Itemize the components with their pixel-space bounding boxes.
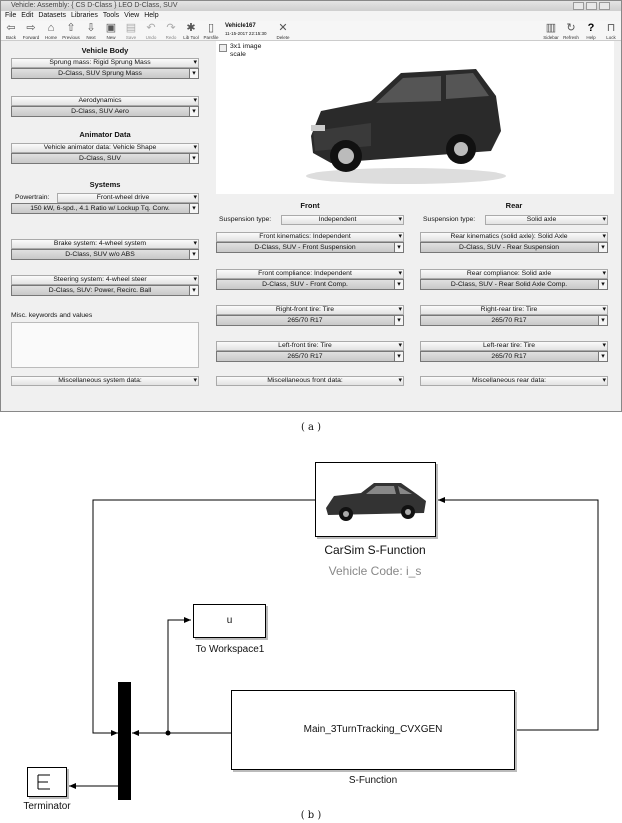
rear-kinematics-dropdown[interactable]: Rear kinematics (solid axle): Solid Axle ▾ (420, 232, 608, 242)
sidebar-button[interactable]: ▥ Sidebar (541, 21, 561, 41)
terminator-label: Terminator (23, 801, 71, 812)
rear-compliance-dropdown[interactable]: Rear compliance: Solid axle ▾ (420, 269, 608, 279)
help-icon: ? (587, 22, 595, 34)
redo-icon: ↷ (166, 22, 176, 34)
aero-dataset[interactable]: D-Class, SUV Aero ▾ (11, 106, 199, 117)
title-bar: Vehicle: Assembly: { CS D-Class } LEO D-Class, SUV (1, 1, 561, 11)
right-rear-tire-dropdown[interactable]: Right-rear tire: Tire ▾ (420, 305, 608, 315)
front-kinematics-dropdown[interactable]: Front kinematics: Independent ▾ (216, 232, 404, 242)
menu-view[interactable]: View (124, 12, 140, 19)
down-arrow-icon: ⇩ (86, 22, 96, 34)
up-arrow-icon: ⇧ (66, 22, 76, 34)
delete-button[interactable]: ✕ Delete (273, 21, 293, 41)
forward-icon: ⇨ (26, 22, 36, 34)
rear-suspension-type-dropdown[interactable]: Solid axle ▾ (485, 215, 608, 225)
menu-tools[interactable]: Tools (102, 12, 120, 19)
refresh-icon: ↻ (566, 22, 576, 34)
menu-edit[interactable]: Edit (21, 12, 34, 19)
lock-icon: ⊓ (606, 22, 616, 34)
front-suspension-type-dropdown[interactable]: Independent ▾ (281, 215, 404, 225)
carsim-vehicle-code: Vehicle Code: i_s (328, 564, 422, 578)
back-icon: ⇦ (6, 22, 16, 34)
home-button[interactable]: ⌂ Home (41, 21, 61, 41)
sedan-icon (316, 463, 435, 536)
carsim-block-title: CarSim S-Function (324, 543, 426, 557)
right-front-tire-dataset[interactable]: 265/70 R17 ▾ (216, 315, 404, 326)
redo-button[interactable]: ↷ Redo (161, 21, 181, 41)
front-suspension-type-label: Suspension type: (219, 216, 272, 223)
misc-keywords-label: Misc. keywords and values (11, 312, 93, 319)
rear-kinematics-dataset[interactable]: D-Class, SUV - Rear Suspension ▾ (420, 242, 608, 253)
carsim-sfunction-block[interactable] (315, 462, 436, 537)
menu-libraries[interactable]: Libraries (70, 12, 98, 19)
to-workspace-label: To Workspace1 (195, 644, 265, 655)
image-scale-label: 3x1 image scale (230, 43, 262, 58)
delete-icon: ✕ (278, 22, 288, 34)
left-front-tire-dataset[interactable]: 265/70 R17 ▾ (216, 351, 404, 362)
caption-b: ( b ) (300, 810, 322, 821)
save-button[interactable]: ▤ Save (121, 21, 141, 41)
lib-tool-button[interactable]: ✱ Lib Tool (181, 21, 201, 41)
mux-block[interactable] (118, 682, 131, 800)
misc-system-dropdown[interactable]: Miscellaneous system data: ▾ (11, 376, 199, 386)
animator-header: Animator Data (79, 130, 131, 139)
next-button[interactable]: ⇩ Next (81, 21, 101, 41)
animator-dropdown[interactable]: Vehicle animator data: Vehicle Shape ▾ (11, 143, 199, 153)
aero-dropdown[interactable]: Aerodynamics ▾ (11, 96, 199, 106)
undo-button[interactable]: ↶ Undo (141, 21, 161, 41)
help-button[interactable]: ? Help (581, 21, 601, 41)
home-icon: ⌂ (47, 22, 55, 34)
back-button[interactable]: ⇦ Back (1, 21, 21, 41)
lock-button[interactable]: ⊓ Lock (601, 21, 621, 41)
rear-compliance-dataset[interactable]: D-Class, SUV - Rear Solid Axle Comp. ▾ (420, 279, 608, 290)
menu-datasets[interactable]: Datasets (38, 12, 66, 19)
left-rear-tire-dropdown[interactable]: Left-rear tire: Tire ▾ (420, 341, 608, 351)
sprung-mass-dataset[interactable]: D-Class, SUV Sprung Mass ▾ (11, 68, 199, 79)
branch-junction (166, 731, 171, 736)
refresh-button[interactable]: ↻ Refresh (561, 21, 581, 41)
caption-a: ( a ) (300, 422, 322, 433)
terminator-block[interactable] (27, 767, 67, 797)
dataset-date: 11-15-2017 22:15:30 (225, 31, 267, 36)
front-compliance-dropdown[interactable]: Front compliance: Independent ▾ (216, 269, 404, 279)
main-sfunction-block[interactable]: Main_3TurnTracking_CVXGEN (231, 690, 515, 770)
systems-header: Systems (89, 180, 121, 189)
dataset-name: Vehicle167 (225, 23, 256, 29)
new-icon: ▣ (105, 22, 117, 34)
previous-button[interactable]: ⇧ Previous (62, 22, 80, 40)
front-kinematics-dataset[interactable]: D-Class, SUV - Front Suspension ▾ (216, 242, 404, 253)
lib-tool-icon: ✱ (186, 22, 196, 34)
powertrain-dataset[interactable]: 150 kW, 6-spd., 4.1 Ratio w/ Lockup Tq. Conv. ▾ (11, 203, 199, 214)
parsfile-button[interactable]: ▯ Parsfile (201, 21, 221, 41)
terminator-icon (28, 768, 66, 796)
front-compliance-dataset[interactable]: D-Class, SUV - Front Comp. ▾ (216, 279, 404, 290)
steering-dataset[interactable]: D-Class, SUV: Power, Recirc. Ball ▾ (11, 285, 199, 296)
sprung-mass-dropdown[interactable]: Sprung mass: Rigid Sprung Mass ▾ (11, 58, 199, 68)
save-icon: ▤ (125, 22, 137, 34)
front-header: Front (300, 201, 320, 210)
rear-suspension-type-label: Suspension type: (423, 216, 476, 223)
branch-to-workspace-line (168, 620, 191, 733)
right-rear-tire-dataset[interactable]: 265/70 R17 ▾ (420, 315, 608, 326)
sfunction-label: S-Function (348, 775, 398, 786)
parsfile-icon: ▯ (207, 22, 215, 34)
powertrain-type-dropdown[interactable]: Front-wheel drive ▾ (57, 193, 199, 203)
left-front-tire-dropdown[interactable]: Left-front tire: Tire ▾ (216, 341, 404, 351)
left-rear-tire-dataset[interactable]: 265/70 R17 ▾ (420, 351, 608, 362)
to-workspace-block[interactable]: u (193, 604, 266, 638)
menu-file[interactable]: File (5, 12, 17, 19)
right-front-tire-dropdown[interactable]: Right-front tire: Tire ▾ (216, 305, 404, 315)
animator-dataset[interactable]: D-Class, SUV ▾ (11, 153, 199, 164)
brake-dropdown[interactable]: Brake system: 4-wheel system ▾ (11, 239, 199, 249)
rear-header: Rear (505, 201, 523, 210)
new-button[interactable]: ▣ New (101, 21, 121, 41)
brake-dataset[interactable]: D-Class, SUV w/o ABS ▾ (11, 249, 199, 260)
undo-icon: ↶ (146, 22, 156, 34)
steering-dropdown[interactable]: Steering system: 4-wheel steer ▾ (11, 275, 199, 285)
sidebar-icon: ▥ (545, 22, 557, 34)
powertrain-label: Powertrain: (15, 194, 50, 201)
menu-help[interactable]: Help (144, 12, 159, 19)
misc-front-dropdown[interactable]: Miscellaneous front data: ▾ (216, 376, 404, 386)
forward-button[interactable]: ⇨ Forward (22, 22, 40, 40)
misc-rear-dropdown[interactable]: Miscellaneous rear data: ▾ (420, 376, 608, 386)
vehicle-body-header: Vehicle Body (81, 46, 129, 55)
